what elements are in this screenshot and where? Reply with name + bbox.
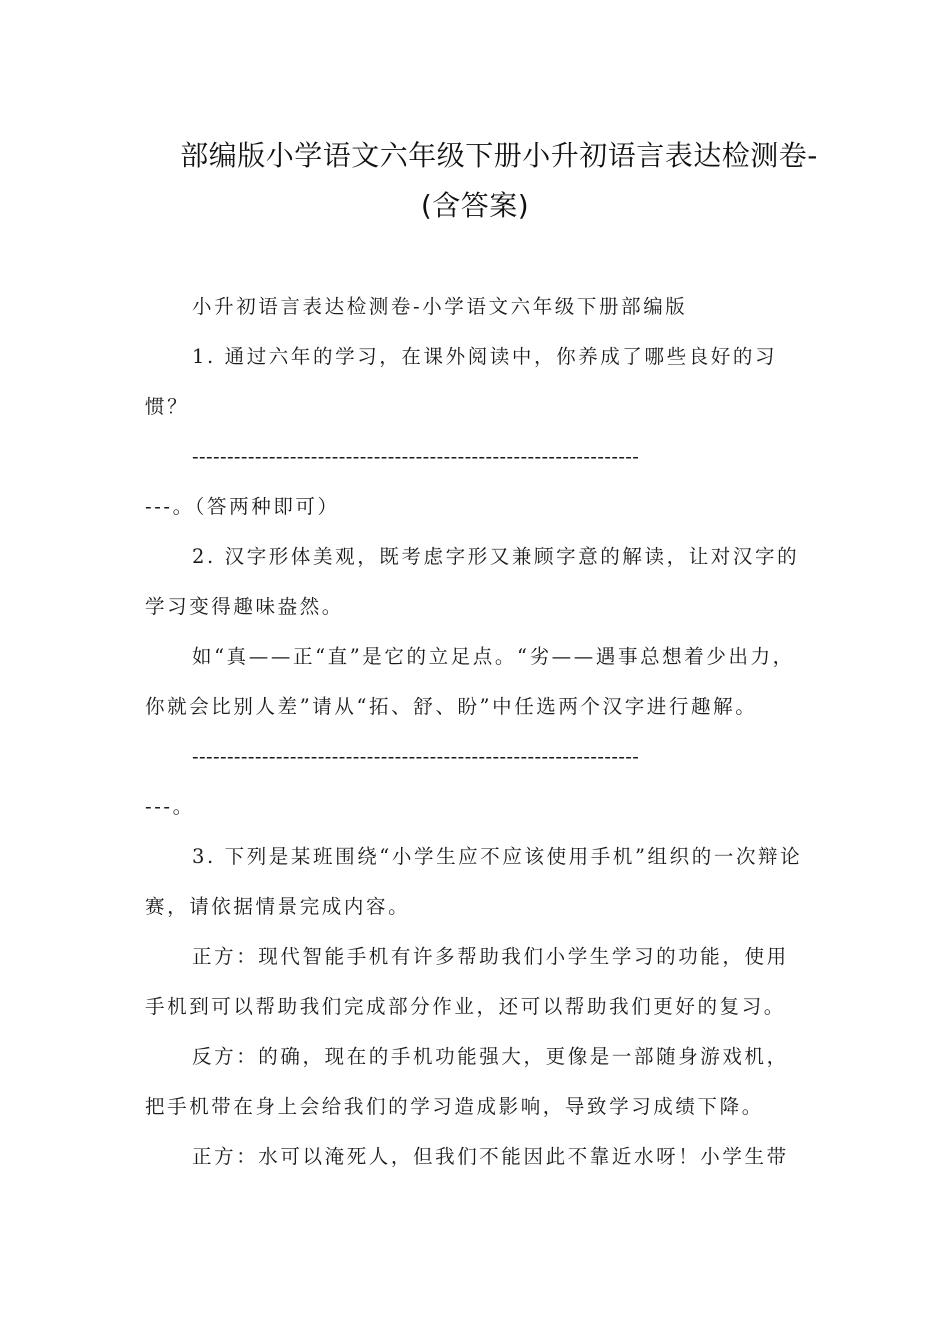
question-3-pro-statement-2: 正方：水可以淹死人，但我们不能因此不靠近水呀！小学生带 xyxy=(192,1145,789,1168)
question-1-text: 1. 通过六年的学习，在课外阅读中，你养成了哪些良好的习惯？ xyxy=(145,345,778,418)
question-3-text: 3. 下列是某班围绕“小学生应不应该使用手机”组织的一次辩论赛，请依据情景完成内容。 xyxy=(145,845,803,918)
question-2-example: 如“真——正“直”是它的立足点。“劣——遇事总想着少出力，你就会比别人差”请从“拓、舒、盼”中任选两个汉字进行趣解。 xyxy=(145,645,795,718)
subtitle: 小升初语言表达检测卷-小学语文六年级下册部编版 xyxy=(192,295,688,318)
question-2-text: 2. 汉字形体美观，既考虑字形又兼顾字意的解读，让对汉字的学习变得趣味盎然。 xyxy=(145,545,800,618)
question-3-pro-statement-1: 正方：现代智能手机有许多帮助我们小学生学习的功能，使用手机到可以帮助我们完成部分作业，还可以帮助我们更好的复习。 xyxy=(145,945,789,1018)
document-title-line2: (含答案) xyxy=(420,189,530,222)
document-body xyxy=(145,282,805,1182)
document-title-line1: 部编版小学语文六年级下册小升初语言表达检测卷- xyxy=(180,139,818,172)
question-2-answer-tail: ---。 xyxy=(145,795,195,818)
question-2-answer-blank: ---------------------------------------------------------------- xyxy=(192,745,640,768)
question-1-answer-note: ---。（答两种即可） xyxy=(145,495,340,518)
question-3-con-statement-1: 反方：的确，现在的手机功能强大，更像是一部随身游戏机，把手机带在身上会给我们的学习造成影响，导致学习成绩下降。 xyxy=(145,1045,789,1118)
question-1-answer-blank: ---------------------------------------------------------------- xyxy=(192,445,640,468)
